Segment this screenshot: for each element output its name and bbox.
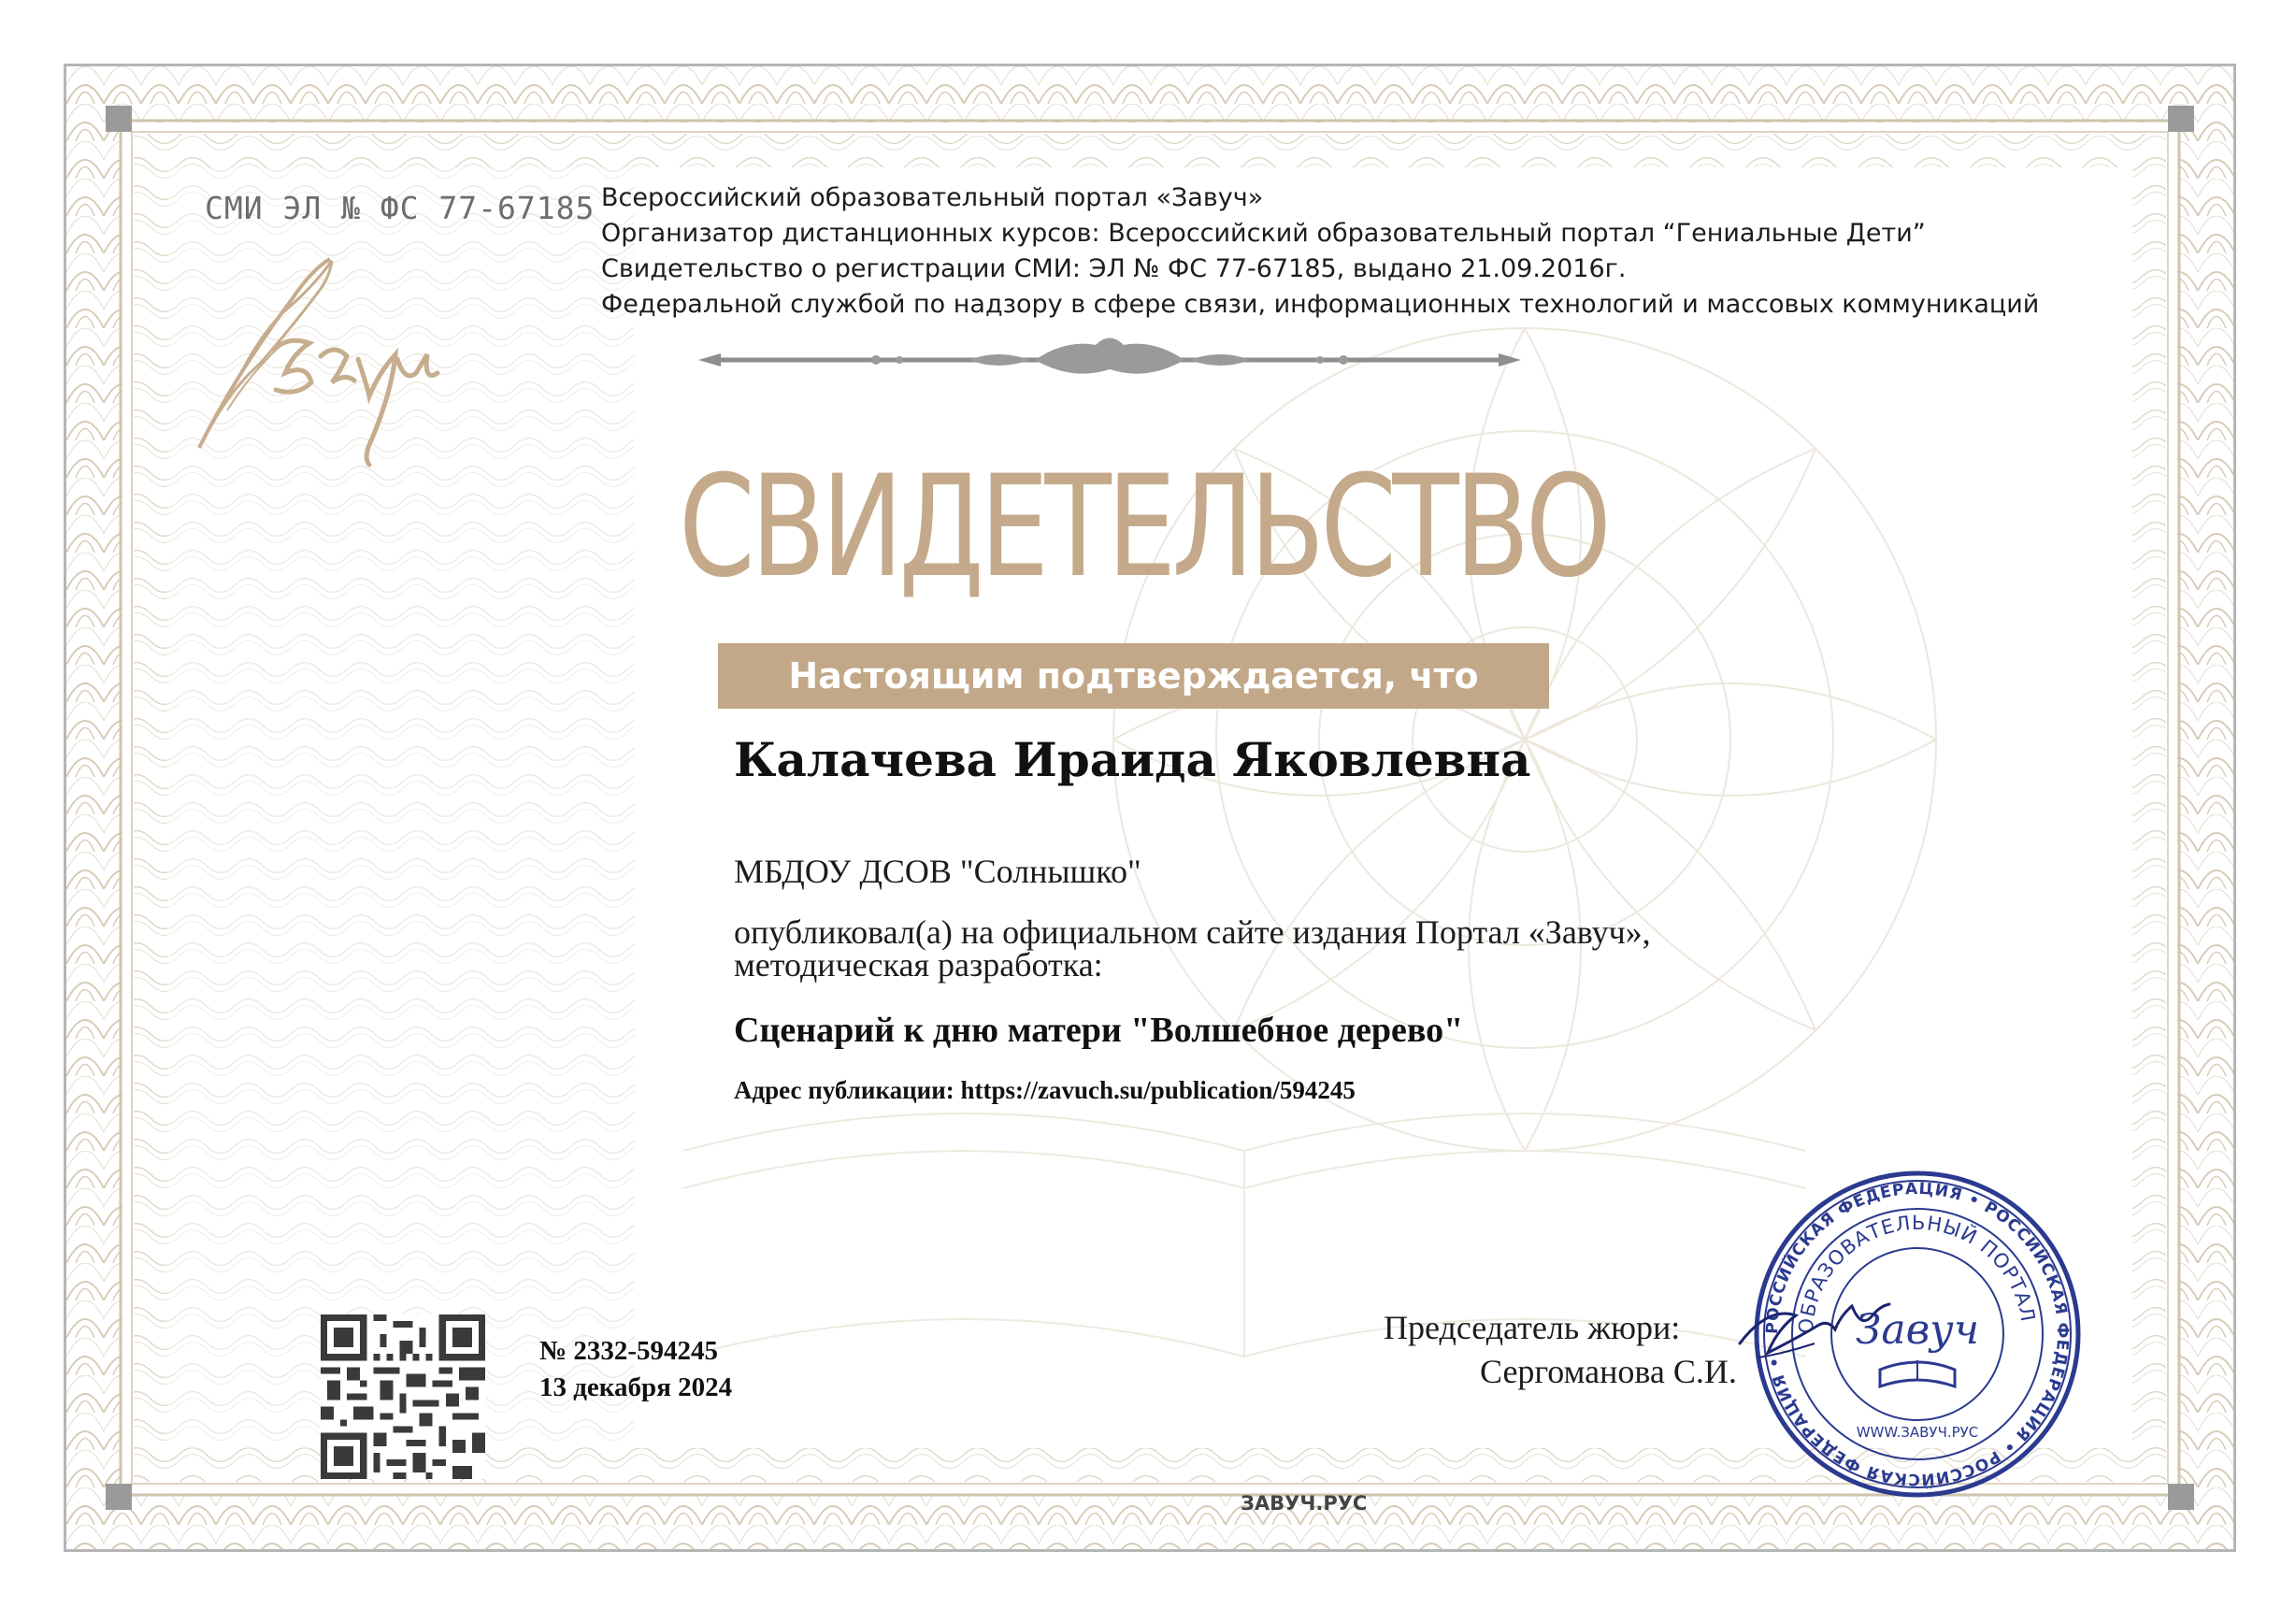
- registration-mark: СМИ ЭЛ № ФС 77-67185: [205, 190, 596, 226]
- header-line: Свидетельство о регистрации СМИ: ЭЛ № ФС 77-67185, выдано 21.09.2016г.: [601, 254, 1627, 283]
- recipient-organization: МБДОУ ДСОВ "Солнышко": [734, 853, 1141, 890]
- zavuch-logo-icon: [171, 233, 452, 476]
- header-line: Всероссийский образовательный портал «Завуч»: [601, 183, 1264, 212]
- address-label: Адрес публикации:: [734, 1076, 954, 1104]
- certificate-date: 13 декабря 2024: [539, 1372, 733, 1402]
- svg-text:Завуч: Завуч: [1855, 1306, 1980, 1354]
- header-block: [601, 180, 2039, 323]
- official-stamp-icon: [1730, 1166, 2104, 1502]
- header-line: Федеральной службой по надзору в сфере связи, информационных технологий и массовых коммуникаций: [601, 290, 2040, 319]
- jury-chair-name: Сергоманова С.И.: [1480, 1353, 1737, 1390]
- subtitle-band: [718, 643, 1549, 709]
- footer-site-label: ЗАВУЧ.РУС: [1241, 1492, 1368, 1515]
- certificate-title: СВИДЕТЕЛЬСТВО: [679, 446, 1608, 609]
- address-link[interactable]: https://zavuch.su/publication/594245: [960, 1076, 1356, 1104]
- svg-text:ОБРАЗОВАТЕЛЬНЫЙ ПОРТАЛ: ОБРАЗОВАТЕЛЬНЫЙ ПОРТАЛ: [1794, 1211, 2040, 1335]
- subtitle-text: Настоящим подтверждается, что: [788, 655, 1479, 697]
- publication-address: [734, 1076, 1356, 1105]
- header-line: Организатор дистанционных курсов: Всероссийский образовательный портал “Гениальные Дети”: [601, 219, 1926, 248]
- publication-statement: опубликовал(а) на официальном сайте издания Портал «Завуч»,: [734, 913, 1651, 951]
- certificate-sheet: [64, 64, 2236, 1552]
- ornament-divider-icon: [698, 330, 1521, 395]
- work-title: Сценарий к дню матери "Волшебное дерево": [734, 1011, 1464, 1050]
- recipient-name: Калачева Ираида Яковлевна: [734, 732, 1531, 787]
- publication-type: методическая разработка:: [734, 946, 1103, 984]
- jury-chair-label: Председатель жюри:: [1384, 1309, 1681, 1346]
- svg-text:РОССИЙСКАЯ ФЕДЕРАЦИЯ • РОССИЙС: РОССИЙСКАЯ ФЕДЕРАЦИЯ • РОССИЙСКАЯ ФЕДЕРАЦИЯ • РОССИЙСКАЯ ФЕДЕРАЦИЯ •: [1762, 1179, 2073, 1489]
- qr-code-icon[interactable]: [321, 1314, 485, 1479]
- svg-text:WWW.ЗАВУЧ.РУС: WWW.ЗАВУЧ.РУС: [1856, 1424, 1979, 1441]
- certificate-number: № 2332-594245: [539, 1336, 719, 1366]
